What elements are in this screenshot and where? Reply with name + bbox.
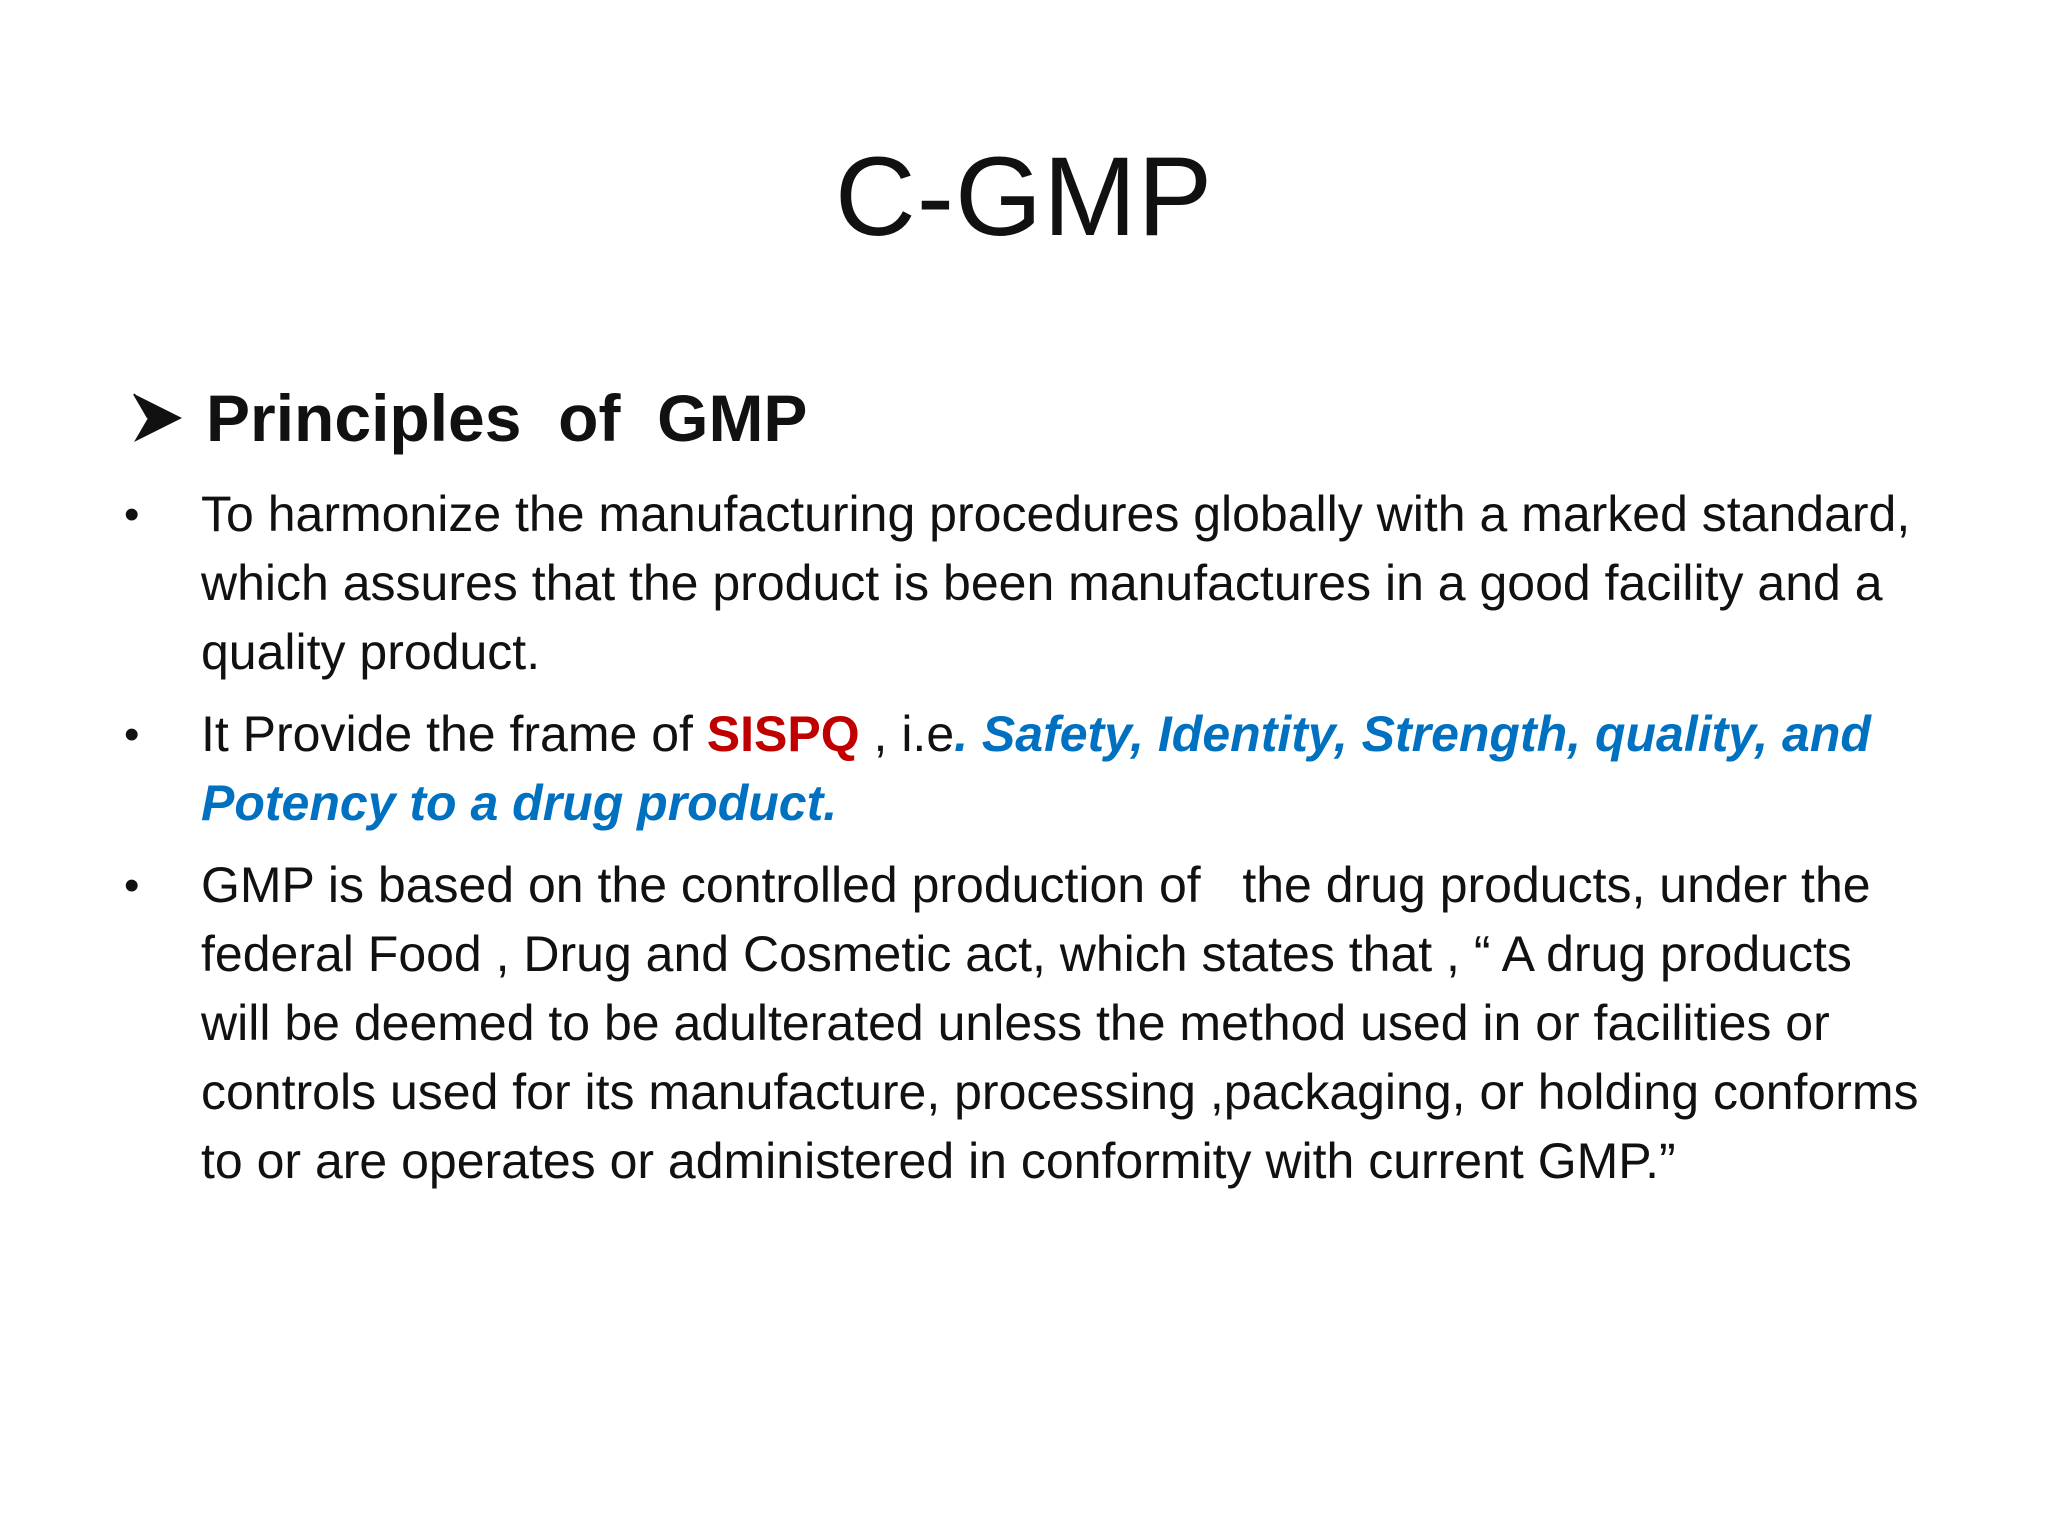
bullet-text-middle: , i.e (859, 706, 955, 762)
bullet-text: To harmonize the manufacturing procedures globally with a marked standard, which assures that the product is been manufactures in a good facility and a quality product. (201, 486, 1911, 680)
arrow-bullet-icon (128, 388, 188, 448)
section-heading-text: Principles of GMP (206, 381, 808, 455)
list-item (120, 700, 1920, 838)
sispq-highlight: SISPQ (706, 706, 860, 762)
bullet-dot: • (124, 490, 140, 539)
section-heading (128, 378, 807, 458)
bullet-dot: • (124, 710, 140, 759)
bullet-text: GMP is based on the controlled production of the drug products, under the federal Food , Drug and Cosmetic act, which states that , “ A drug products will be deemed to be adulterated unless the method used in or facilities or controls used for its manufacture, processing ,packaging, or holding conforms to or are operates or administered in conformity with current GMP.” (201, 857, 1933, 1189)
sispq-expansion: . Safety, Identity, Strength, quality, and Potency to a drug product. (201, 706, 1871, 831)
bullet-list (120, 480, 1933, 1209)
list-item (120, 480, 1920, 687)
bullet-dot: • (124, 861, 140, 910)
list-item (120, 851, 1933, 1196)
slide-title: C-GMP (834, 134, 1214, 259)
bullet-text-before: It Provide the frame of (201, 706, 707, 762)
